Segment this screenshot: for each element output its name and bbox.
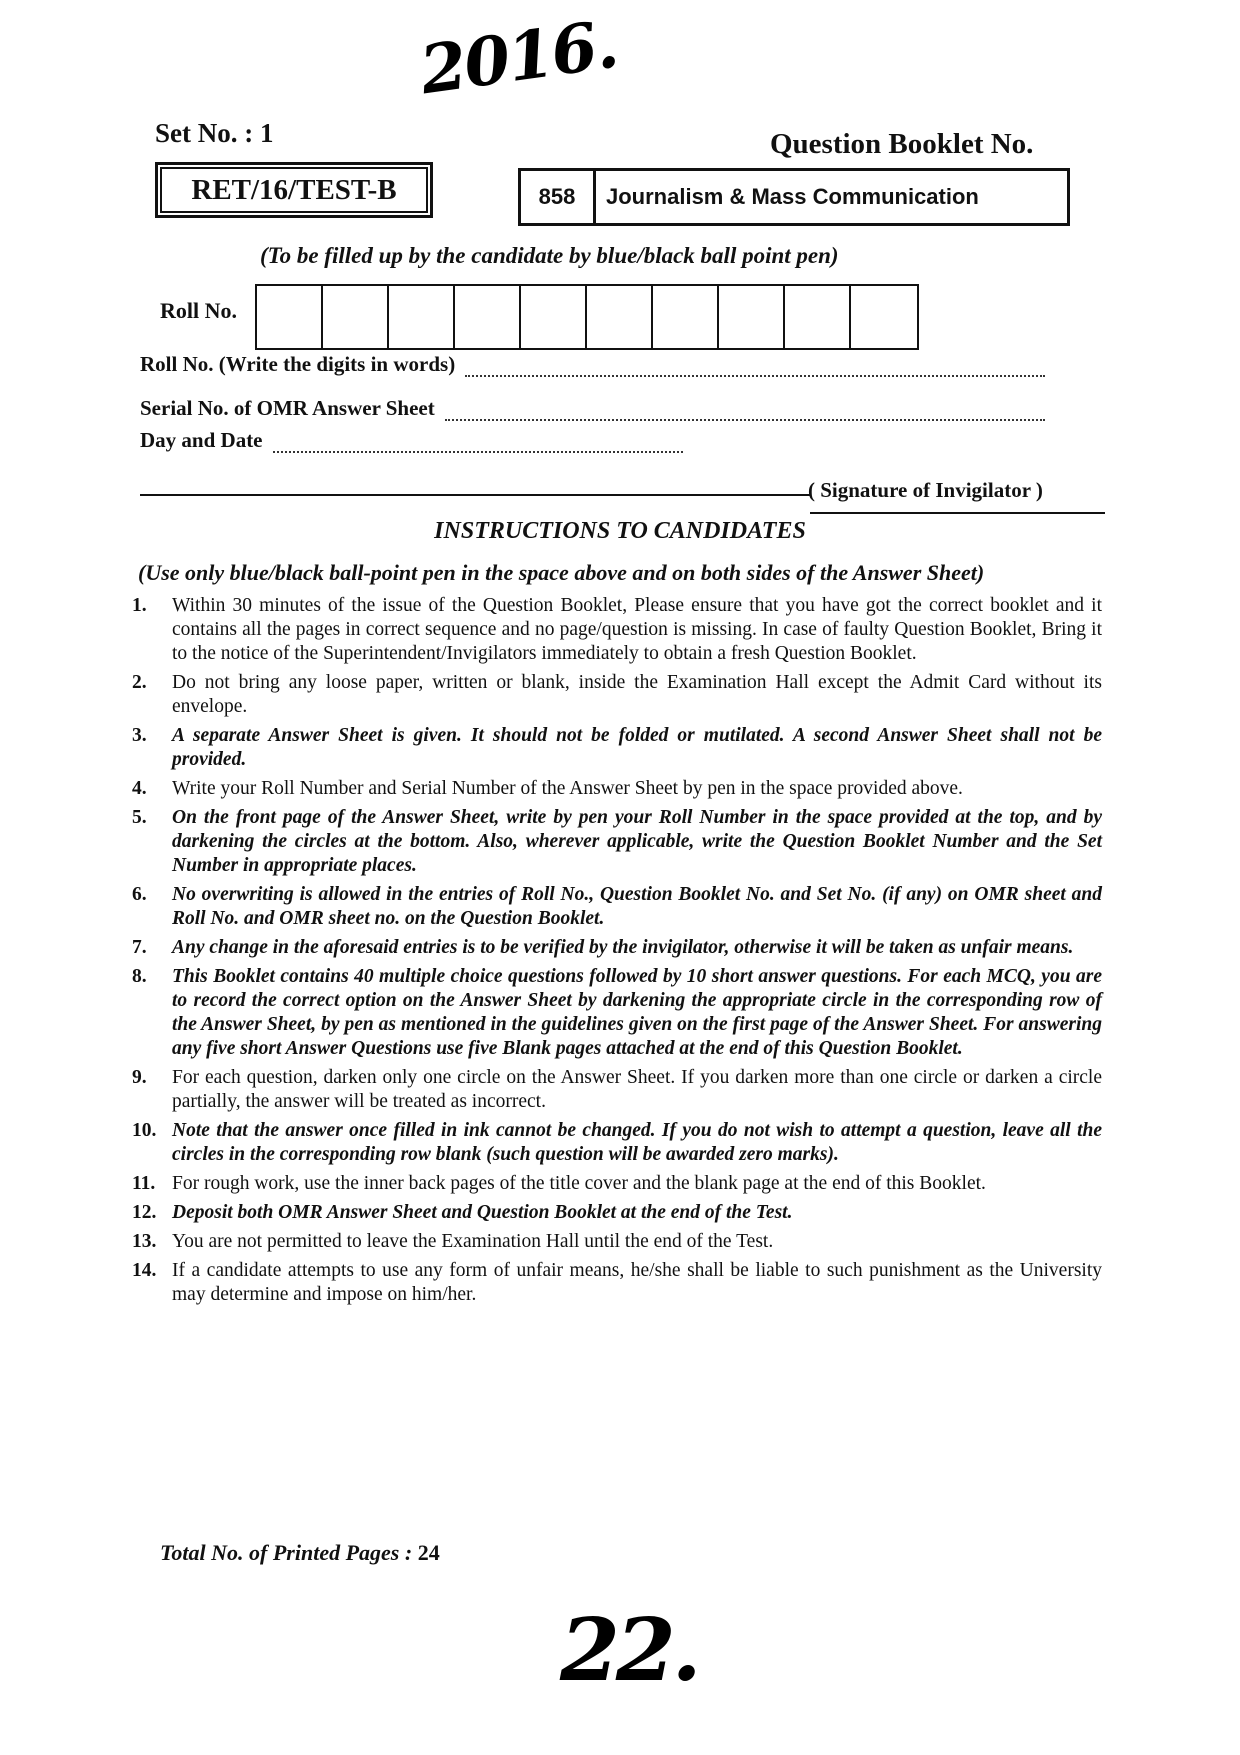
total-pages-label: Total No. of Printed Pages : [160, 1540, 413, 1565]
omr-serial-blank[interactable] [445, 401, 1045, 421]
instruction-text: Note that the answer once filled in ink cannot be changed. If you do not wish to attempt a question, leave all the circles in the corresponding row blank (such question will be awarded zero marks). [172, 1120, 1102, 1165]
subject-box [518, 168, 1070, 226]
instruction-item [132, 1172, 1102, 1196]
omr-serial-field [140, 396, 1045, 421]
instruction-text: Within 30 minutes of the issue of the Question Booklet, Please ensure that you have got the correct booklet and it contains all the pages in correct sequence and no page/question is missing. In case of faulty Question Booklet, Bring it to the notice of the Superintendent/Invigilators immediately to obtain a fresh Question Booklet. [172, 595, 1102, 664]
instruction-number: 5. [132, 807, 147, 828]
instruction-item [132, 806, 1102, 878]
question-booklet-label: Question Booklet No. [770, 128, 1034, 160]
fill-instruction-note: (To be filled up by the candidate by blue/black ball point pen) [260, 243, 839, 268]
instructions-title: INSTRUCTIONS TO CANDIDATES [434, 518, 806, 544]
signature-line [140, 494, 810, 496]
instruction-item [132, 883, 1102, 931]
instruction-number: 10. [132, 1120, 157, 1141]
instruction-number: 4. [132, 778, 147, 799]
instruction-number: 7. [132, 937, 147, 958]
day-date-blank[interactable] [273, 433, 683, 453]
roll-digit-box[interactable] [323, 286, 389, 348]
set-number: Set No. : 1 [155, 118, 274, 148]
instruction-text: Write your Roll Number and Serial Number of the Answer Sheet by pen in the space provided above. [172, 778, 963, 799]
roll-number-grid[interactable] [255, 284, 919, 350]
instruction-text: On the front page of the Answer Sheet, write by pen your Roll Number in the space provided at the top, and by darkening the circles at the bottom. Also, wherever applicable, write the Question Booklet Number and the Set Number in appropriate places. [172, 807, 1102, 876]
invigilator-signature-label: ( Signature of Invigilator ) [808, 478, 1043, 502]
roll-digit-box[interactable] [785, 286, 851, 348]
instruction-text: This Booklet contains 40 multiple choice questions followed by 10 short answer questions. For each MCQ, you are to record the correct option on the Answer Sheet by darkening the appropriate circle in the corresponding row of the Answer Sheet, by pen as mentioned in the guidelines given on the first page of the Answer Sheet. For answering any five short Answer Questions use five Blank pages attached at the end of this Question Booklet. [172, 966, 1102, 1059]
handwritten-page-count: 22. [560, 1600, 698, 1701]
instruction-item [132, 1230, 1102, 1254]
roll-digit-box[interactable] [389, 286, 455, 348]
instruction-item [132, 594, 1102, 666]
roll-number-label: Roll No. [160, 298, 237, 323]
section-divider [810, 512, 1105, 514]
instruction-number: 3. [132, 725, 147, 746]
roll-digit-box[interactable] [587, 286, 653, 348]
instruction-item [132, 1259, 1102, 1307]
test-code-box [155, 162, 433, 218]
instructions-subtitle: (Use only blue/black ball-point pen in the space above and on both sides of the Answer Sheet) [138, 560, 985, 585]
test-code: RET/16/TEST-B [191, 173, 397, 206]
total-printed-pages [160, 1540, 440, 1566]
instruction-item [132, 1201, 1102, 1225]
instruction-text: For each question, darken only one circle on the Answer Sheet. If you darken more than one circle or darken a circle partially, the answer will be treated as incorrect. [172, 1067, 1102, 1112]
roll-words-blank[interactable] [465, 357, 1045, 377]
instruction-number: 13. [132, 1231, 157, 1252]
subject-name: Journalism & Mass Communication [606, 184, 979, 209]
instruction-text: If a candidate attempts to use any form of unfair means, he/she shall be liable to such punishment as the University may determine and impose on him/her. [172, 1260, 1102, 1305]
roll-digit-box[interactable] [521, 286, 587, 348]
roll-words-field [140, 352, 1045, 377]
instruction-number: 11. [132, 1173, 156, 1194]
instruction-number: 2. [132, 672, 147, 693]
instruction-item [132, 1066, 1102, 1114]
instruction-item [132, 936, 1102, 960]
instruction-number: 6. [132, 884, 147, 905]
instruction-item [132, 1119, 1102, 1167]
roll-digit-box[interactable] [719, 286, 785, 348]
day-date-field [140, 428, 683, 453]
roll-words-label: Roll No. (Write the digits in words) [140, 352, 456, 376]
instruction-number: 12. [132, 1202, 157, 1223]
subject-code: 858 [521, 171, 596, 223]
roll-digit-box[interactable] [455, 286, 521, 348]
instructions-list [132, 594, 1102, 1312]
total-pages-value: 24 [417, 1540, 440, 1565]
roll-digit-box[interactable] [653, 286, 719, 348]
instruction-item [132, 671, 1102, 719]
instruction-text: No overwriting is allowed in the entries of Roll No., Question Booklet No. and Set No. (if any) on OMR sheet and Roll No. and OMR sheet no. on the Question Booklet. [172, 884, 1102, 929]
instruction-number: 8. [132, 966, 147, 987]
instruction-item [132, 724, 1102, 772]
instruction-number: 1. [132, 595, 147, 616]
instruction-item [132, 965, 1102, 1061]
instruction-text: Any change in the aforesaid entries is to be verified by the invigilator, otherwise it will be taken as unfair means. [172, 937, 1074, 958]
instruction-number: 9. [132, 1067, 147, 1088]
instruction-text: Do not bring any loose paper, written or blank, inside the Examination Hall except the Admit Card without its envelope. [172, 672, 1102, 717]
handwritten-year: 2016. [415, 4, 622, 110]
instruction-text: You are not permitted to leave the Examination Hall until the end of the Test. [172, 1231, 774, 1252]
roll-digit-box[interactable] [257, 286, 323, 348]
instruction-number: 14. [132, 1260, 157, 1281]
instruction-item [132, 777, 1102, 801]
instruction-text: A separate Answer Sheet is given. It should not be folded or mutilated. A second Answer Sheet shall not be provided. [172, 725, 1102, 770]
omr-serial-label: Serial No. of OMR Answer Sheet [140, 396, 435, 420]
day-date-label: Day and Date [140, 428, 263, 452]
instruction-text: For rough work, use the inner back pages of the title cover and the blank page at the end of this Booklet. [172, 1173, 986, 1194]
instruction-text: Deposit both OMR Answer Sheet and Question Booklet at the end of the Test. [172, 1202, 793, 1223]
roll-digit-box[interactable] [851, 286, 917, 348]
